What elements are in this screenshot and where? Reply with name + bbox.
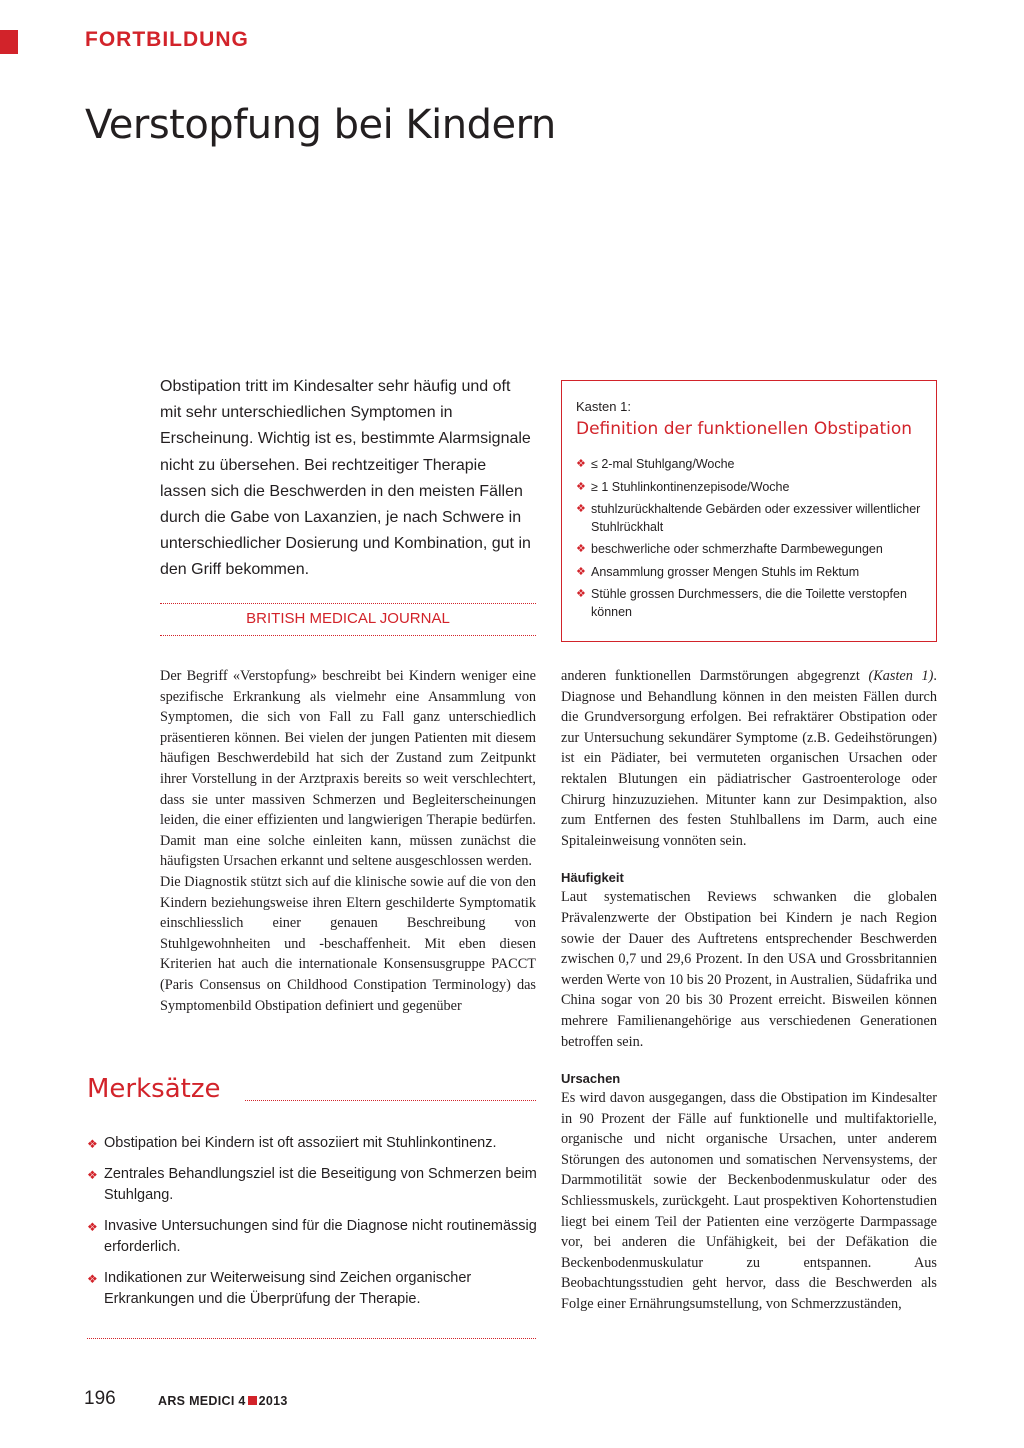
list-item: ❖ ≥ 1 Stuhlinkontinenzepisode/Woche	[576, 479, 926, 497]
list-item: ❖ Ansammlung grosser Mengen Stuhls im Rektum	[576, 564, 926, 582]
box-kicker: Kasten 1:	[576, 399, 631, 414]
body-paragraph: Es wird davon ausgegangen, dass die Obstipation im Kindesalter in 90 Prozent der Fälle auf funktionelle und multifaktorielle, organische und nicht organische Ursachen, unter anderem Störungen des autonomen und somatischen Nervensystems, der Darmmotilität sowie der Beckenbodenmuskulatur oder des Schliessmuskels, zurückgeht. Laut prospektiven Kohortenstudien liegt bei einem Teil der Patienten eine verzögerte Darmpassage vor, bei anderen die Unfähigkeit, bei der Defäkation die Beckenbodenmuskulatur zu entspannen. Aus Beobachtungsstudien geht hervor, dass die Beschwerden als Folge einer Ernährungsumstellung, von Schmerzzuständen,	[561, 1090, 937, 1313]
list-item: ❖ beschwerliche oder schmerzhafte Darmbewegungen	[576, 541, 926, 559]
box-list	[576, 456, 926, 626]
body-column-left	[160, 666, 536, 1016]
list-item: ❖ ≤ 2-mal Stuhlgang/Woche	[576, 456, 926, 474]
list-item: ❖ Stühle grossen Durchmessers, die die Toilette verstopfen können	[576, 587, 907, 619]
merksaetze-bottom-divider	[87, 1338, 536, 1339]
diamond-bullet-icon: ❖	[87, 1168, 98, 1182]
source-label: BRITISH MEDICAL JOURNAL	[246, 610, 450, 627]
section-marker	[0, 30, 18, 54]
diamond-bullet-icon: ❖	[576, 565, 586, 578]
diamond-bullet-icon: ❖	[87, 1272, 98, 1286]
separator-square	[248, 1396, 257, 1405]
diamond-bullet-icon: ❖	[576, 543, 586, 555]
subheading-causes: Ursachen	[561, 1071, 621, 1087]
lead-paragraph: Obstipation tritt im Kindesalter sehr häufig und oft mit sehr unterschiedlichen Symptomen in Erscheinung. Wichtig ist es, bestimmte Alarmsignale nicht zu übersehen. Bei rechtzeitiger Therapie lassen sich die Beschwerden in den meisten Fällen durch die Gabe von Laxanzien, je nach Schwere in unterschiedlicher Dosierung und Kombination, gut in den Griff bekommen.	[160, 378, 531, 579]
list-item: ❖ Invasive Untersuchungen sind für die Diagnose nicht routinemässig erforderlich.	[87, 1218, 537, 1255]
list-item: ❖ Indikationen zur Weiterweisung sind Zeichen organischer Erkrankungen und die Überprüfung der Therapie.	[87, 1270, 472, 1307]
diamond-bullet-icon: ❖	[576, 480, 586, 493]
definition-box	[561, 380, 937, 642]
body-paragraph: Der Begriff «Verstopfung» beschreibt bei Kindern weniger eine spezifische Erkrankung als vielmehr eine Ansammlung von Symptomen, die sich von Fall zu Fall ganz unterschiedlich präsentieren können. Bei vielen der jungen Patienten mit diesem häufigen Beschwerdebild hat sich der Zustand zum Zeitpunkt ihrer Vorstellung in der Arztpraxis bereits so weit verschlechtert, dass sie unter massiven Schmerzen und Begleiterscheinungen leiden, die einer effizienten und langwierigen Therapie bedürfen. Damit man eine solche einleiten kann, müssen zunächst die häufigsten Ursachen erkannt und seltene ausgeschlossen werden.	[160, 668, 536, 870]
diamond-bullet-icon: ❖	[87, 1220, 98, 1234]
diamond-bullet-icon: ❖	[576, 458, 586, 470]
box-reference: (Kasten 1)	[868, 668, 934, 684]
list-item: ❖ Zentrales Behandlungsziel ist die Beseitigung von Schmerzen beim Stuhlgang.	[87, 1166, 537, 1203]
page-number: 196	[84, 1388, 116, 1409]
body-column-right	[561, 666, 937, 1315]
merksaetze-title: Merksätze	[87, 1074, 221, 1104]
lead-divider-top	[160, 603, 536, 604]
diamond-bullet-icon: ❖	[576, 503, 586, 515]
lead-divider-bottom	[160, 635, 536, 636]
diamond-bullet-icon: ❖	[87, 1137, 98, 1151]
list-item: ❖ Obstipation bei Kindern ist oft assoziiert mit Stuhlinkontinenz.	[87, 1133, 537, 1154]
article-title: Verstopfung bei Kindern	[85, 102, 556, 148]
diamond-bullet-icon: ❖	[576, 588, 586, 600]
subheading-frequency: Häufigkeit	[561, 870, 624, 886]
list-item: ❖ stuhlzurückhaltende Gebärden oder exzessiver willentlicher Stuhlrückhalt	[576, 502, 921, 534]
section-label: FORTBILDUNG	[85, 28, 249, 51]
box-title: Definition der funktionellen Obstipation	[576, 419, 913, 439]
merksaetze-title-divider	[245, 1100, 536, 1101]
body-paragraph: Laut systematischen Reviews schwanken die globalen Prävalenzwerte der Obstipation bei Kindern je nach Region sowie der Dauer des Auftretens entsprechender Beschwerden zwischen 0,7 und 29,6 Prozent. In den USA und Grossbritannien werden Werte von 10 bis 20 Prozent, in Australien, Südafrika und China sogar von 20 bis 30 Prozent erreicht. Bisweilen können mehrere Familienangehörige aus verschiedenen Generationen betroffen sein.	[561, 889, 937, 1050]
journal-footer: ARS MEDICI 4 2013	[158, 1394, 288, 1408]
merksaetze-list	[87, 1133, 537, 1320]
body-paragraph: Die Diagnostik stützt sich auf die klinische sowie auf die von den Kindern beziehungsweise ihren Eltern geschilderte Symptomatik einschliesslich einer genauen Beschreibung von Stuhlgewohnheiten und -beschaffenheit. Mit eben diesen Kriterien hat auch die internationale Konsensusgruppe PACCT (Paris Consensus on Childhood Constipation Terminology) das Symptomenbild Obstipation definiert und gegenüber	[160, 873, 536, 1014]
body-paragraph: anderen funktionellen Darmstörungen abgegrenzt (Kasten 1). Diagnose und Behandlung können in den meisten Fällen durch die Grundversorgung erfolgen. Bei refraktärer Obstipation oder zur Untersuchung sekundärer Symptome (z.B. Gedeihstörungen) ist ein Pädiater, bei vermuteten organischen Ursachen oder rektalen Blutungen ein pädiatrischer Gastroenterologe oder Chirurg hinzuzuziehen. Mitunter kann zur Desimpaktion, also zum Entfernen des festen Stuhlballens im Darm, auch eine Spitaleinweisung vonnöten sein.	[561, 668, 937, 849]
